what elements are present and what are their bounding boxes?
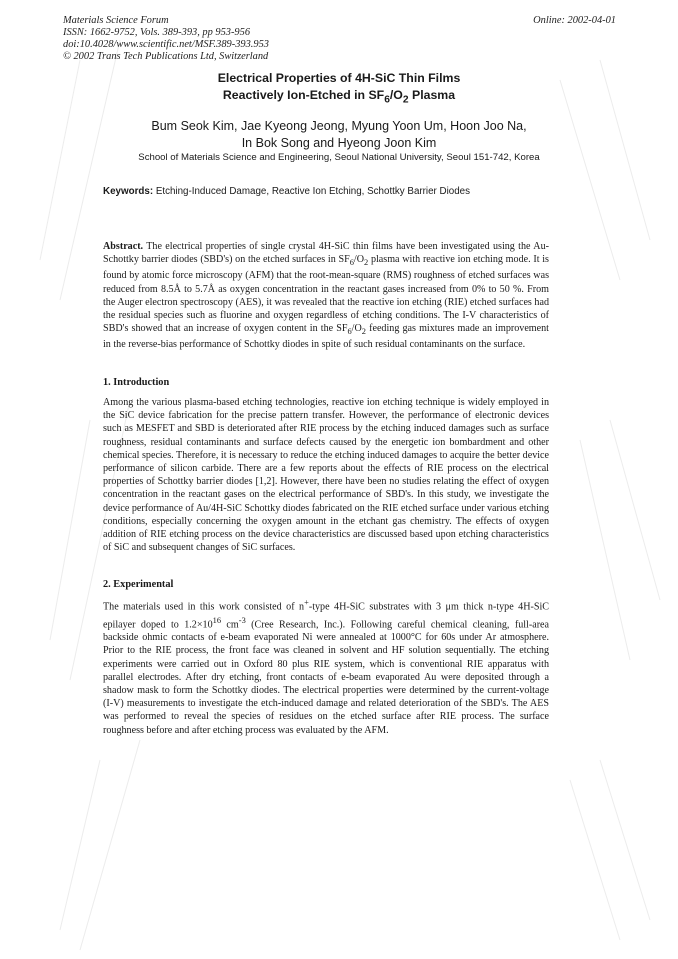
section-heading-experimental: 2. Experimental [103,579,174,590]
experimental-paragraph: The materials used in this work consisted of n+-type 4H-SiC substrates with 3 μm thick n-type 4H-SiC epilayer doped to $1.2\times 10^{16}$ $cm^{-3}$ (Cree Research, Inc.). Following careful chemical cleaning, full-area backside ohmic contacts of e-beam evaporated Ni were annealed at 1000°C for 60s under Ar atmosphere. Prior to the RIE process, the front face was cleaned in solvent and HF solution sequentially. The etching experiments were carried out in Oxford 80 plus RIE system, which is conventional RIE apparatus with parallel electrodes. After dry etching, front contacts of e-beam evaporated Au were deposited through a shadow mask to form the Schottky diodes. The electrical properties were determined by the current-voltage (I-V) measurements to investigate the etch-induced damage and related deterioration of the SBD's. The AES was performed to reveal the species of residues on the etched surface after RIE process. The surface roughness before and after etching process was evaluated by the AFM. [103,598,550,736]
doi-line: doi:10.4028/www.scientific.net/MSF.389-393.953 [63,39,269,50]
journal-name: Materials Science Forum [63,15,169,26]
keywords-text: Etching-Induced Damage, Reactive Ion Etching, Schottky Barrier Diodes [153,186,471,197]
citation-header [63,15,269,63]
keywords [103,186,470,197]
issn-line: ISSN: 1662-9752, Vols. 389-393, pp 953-956 [63,27,251,38]
title-line-1: Electrical Properties of 4H-SiC Thin Films [217,71,461,85]
introduction-paragraph: Among the various plasma-based etching technologies, reactive ion etching technique is widely employed in the SiC device fabrication for the precise pattern transfer. However, the performance of electronic devices such as MESFET and SBD is deteriorated after RIE process by the etching induced damages such as surface roughness, residual contaminants and surface defects caused by the energetic ion bombardment and other chemical species. Therefore, it is necessary to reduce the etching induced damages to acquire the better device performance of silicon carbide. There are a few reports about the effects of RIE process on the electrical properties of Schottky barrier diodes [1,2]. However, there have been no studies relating the effect of oxygen concentration in the reactant gases on the electrical performance of SBD's. In this study, we investigate the device performance of Au/4H-SiC Schottky diodes fabricated on the RIE etched surface under various etching conditions, especially concerning the oxygen amount in the etchant gas chemistry. The effects of oxygen addition of RIE etching process on the device characteristics are discussed based upon etching characteristics of SiC and subsequent changes of SiC surfaces. [103,397,549,554]
title-line-2: Reactively Ion-Etched in $SF_6/O_2$ Plasma [222,88,456,106]
authors-line-1: Bum Seok Kim, Jae Kyeong Jeong, Myung Yoon Um, Hoon Joo Na, [151,119,527,133]
keywords-label: Keywords: [103,186,154,197]
affiliation: School of Materials Science and Engineering, Seoul National University, Seoul 151-742, Korea [138,152,540,163]
abstract-paragraph: Abstract. The electrical properties of single crystal 4H-SiC thin films have been investigated using the Au-Schottky barrier diodes (SBD's) on the etched surfaces in $SF_6/O_2$ plasma with reactive ion etching mode. It is found by atomic force microscopy (AFM) that the root-mean-square (RMS) roughness of etched surfaces was reduced from 8.5Å to 5.7Å as oxygen concentration in the reactant gases increased from 0% to 50 %. From the Auger electron spectroscopy (AES), it was revealed that the reactive ion etching (RIE) etched surfaces had the residual species such as fluorine and oxygen regardless of etching conditions. The I-V characteristics of SBD's showed that an increase of oxygen content in the $SF_6/O_2$ feeding gas mixtures made an improvement in the reverse-bias performance of Schottky diodes in spite of such residual contaminants on the surface. [103,241,549,351]
section-heading-introduction: 1. Introduction [103,377,170,388]
copyright-line: © 2002 Trans Tech Publications Ltd, Switzerland [63,51,269,62]
paper-title [0,70,678,108]
online-date: Online: 2002-04-01 [533,15,616,26]
authors-line-2: In Bok Song and Hyeong Joon Kim [241,136,437,150]
abstract-label: Abstract. [103,241,144,252]
author-list [0,118,678,152]
